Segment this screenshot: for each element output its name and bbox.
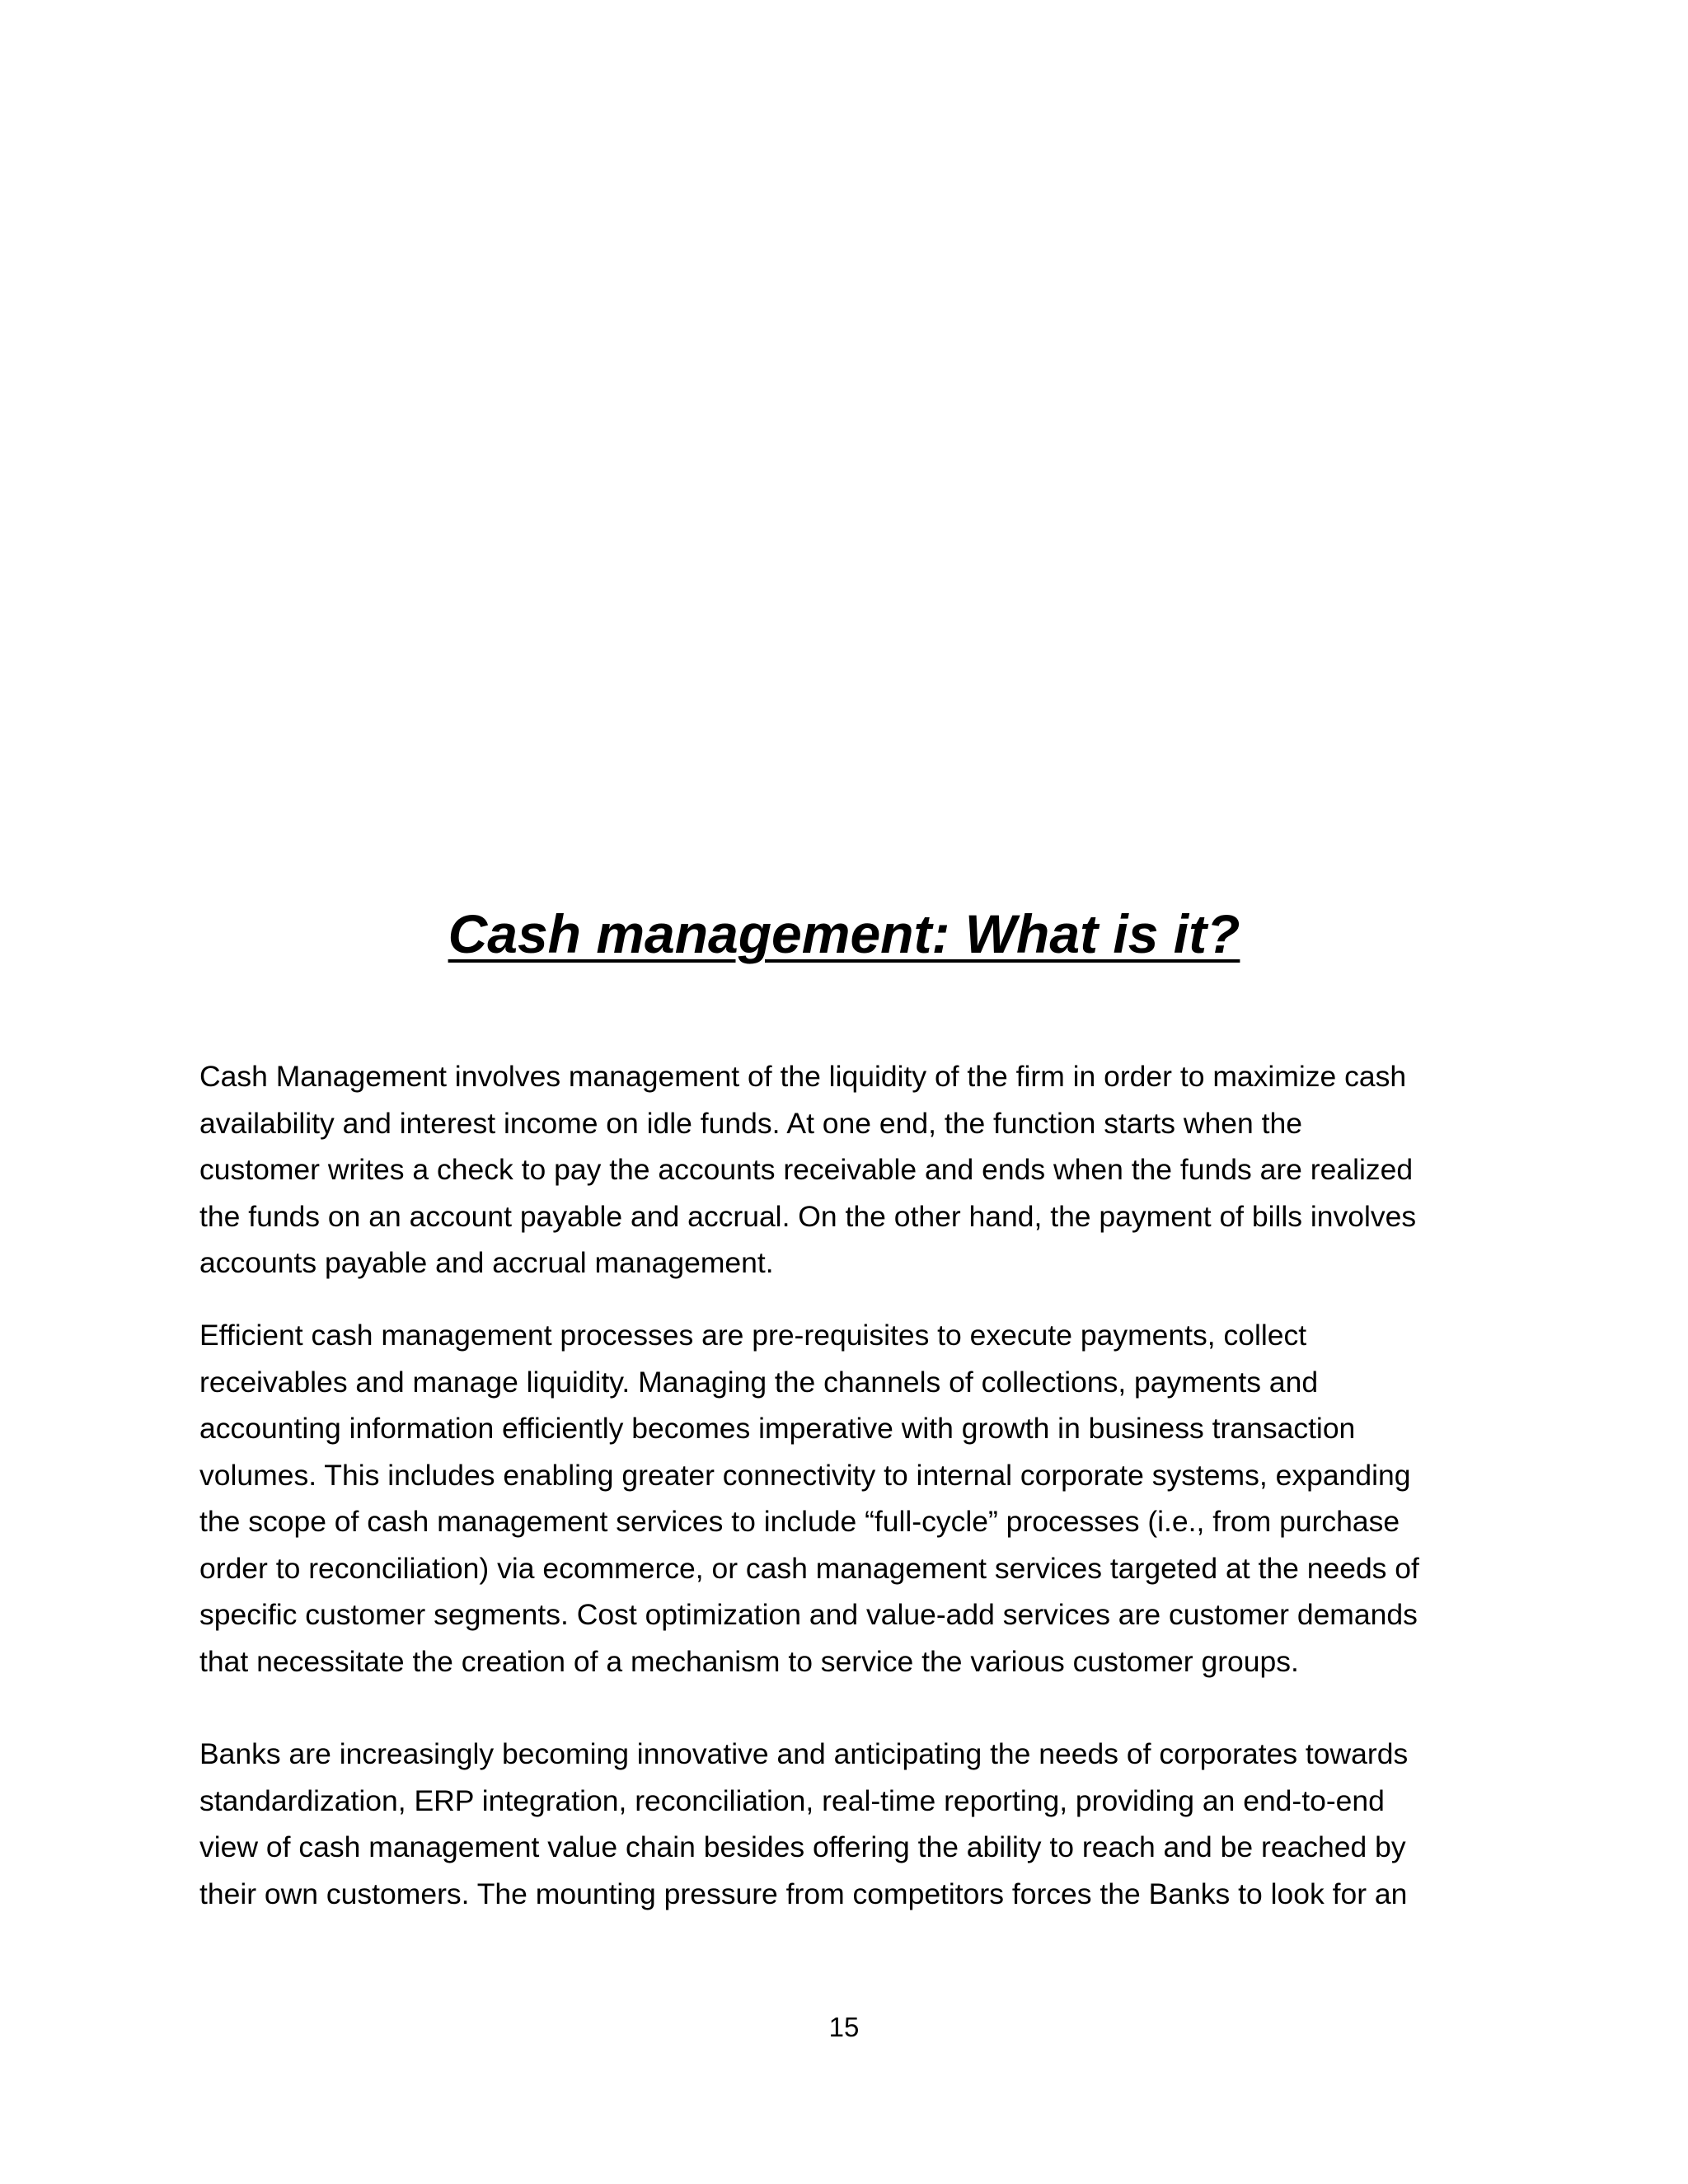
text-line: the funds on an account payable and accrual. On the other hand, the payment of bills involves (199, 1199, 1417, 1233)
text-line: customer writes a check to pay the accounts receivable and ends when the funds are realized (199, 1153, 1414, 1186)
text-line: view of cash management value chain besides offering the ability to reach and be reached by (199, 1830, 1406, 1863)
text-line: Banks are increasingly becoming innovative and anticipating the needs of corporates towards (199, 1737, 1409, 1770)
text-line: volumes. This includes enabling greater connectivity to internal corporate systems, expanding (199, 1458, 1411, 1492)
text-line: their own customers. The mounting pressure from competitors forces the Banks to look for an (199, 1877, 1408, 1910)
text-line: the scope of cash management services to include “full-cycle” processes (i.e., from purchase (199, 1505, 1400, 1538)
paragraph-3 (199, 1731, 1502, 1917)
paragraph-1 (199, 1053, 1502, 1286)
text-line: availability and interest income on idle funds. At one end, the function starts when the (199, 1106, 1302, 1140)
text-line: that necessitate the creation of a mechanism to service the various customer groups. (199, 1644, 1299, 1678)
page-title: Cash management: What is it? (448, 903, 1240, 965)
text-line: order to reconciliation) via ecommerce, or cash management services targeted at the needs of (199, 1551, 1419, 1585)
text-line: accounts payable and accrual management. (199, 1246, 774, 1279)
text-line: Efficient cash management processes are pre-requisites to execute payments, collect (199, 1319, 1307, 1352)
paragraph-2 (199, 1312, 1502, 1685)
text-line: accounting information efficiently becomes imperative with growth in business transaction (199, 1412, 1356, 1445)
text-line: standardization, ERP integration, reconciliation, real-time reporting, providing an end-to-end (199, 1783, 1385, 1817)
text-line: receivables and manage liquidity. Managing the channels of collections, payments and (199, 1365, 1319, 1399)
text-line: Cash Management involves management of the liquidity of the firm in order to maximize cash (199, 1060, 1407, 1093)
page-number: 15 (828, 2012, 860, 2042)
text-line: specific customer segments. Cost optimization and value-add services are customer demands (199, 1598, 1418, 1631)
